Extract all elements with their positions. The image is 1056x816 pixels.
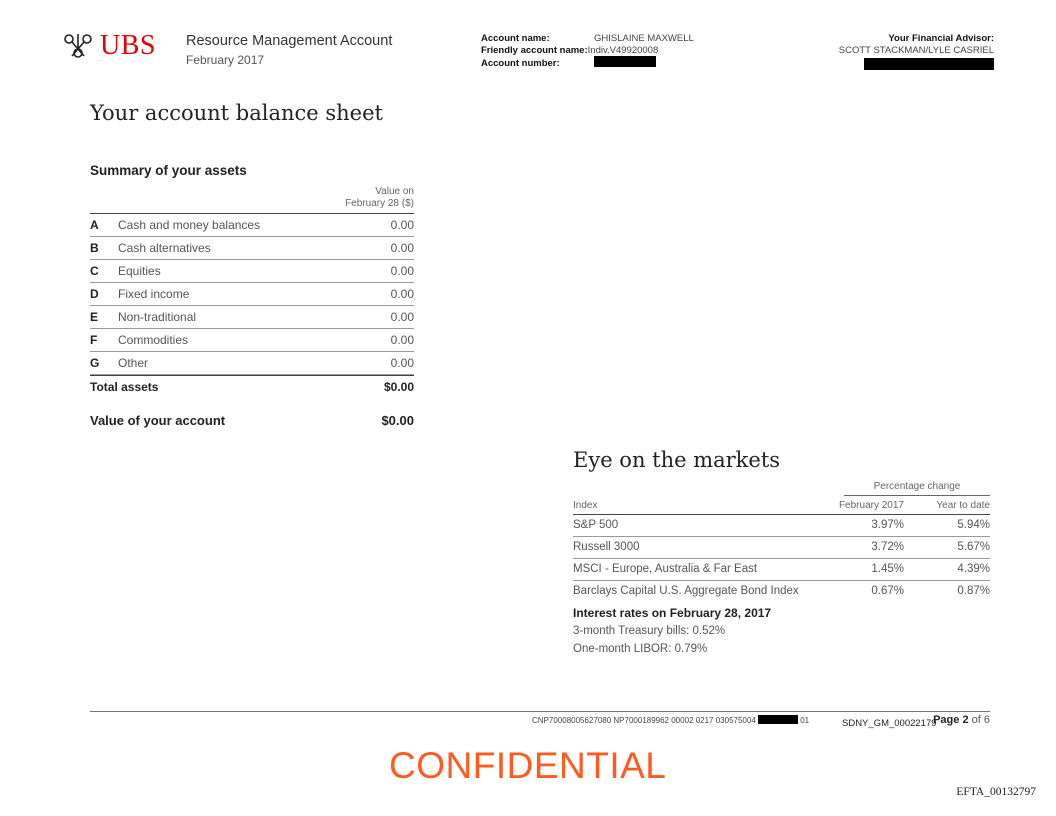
index-ytd: 5.94% xyxy=(957,519,990,531)
advisor-redaction xyxy=(864,58,994,70)
row-value: 0.00 xyxy=(390,287,414,301)
total-assets-label: Total assets xyxy=(90,380,159,394)
row-value: 0.00 xyxy=(390,310,414,324)
logo-text: UBS xyxy=(100,30,156,61)
confidential-stamp: CONFIDENTIAL xyxy=(389,745,667,786)
balance-sheet-title: Your account balance sheet xyxy=(90,101,383,125)
account-name: GHISLAINE MAXWELL xyxy=(594,33,694,44)
row-name: Non-traditional xyxy=(118,310,197,324)
page-number xyxy=(933,714,990,726)
row-letter: G xyxy=(90,356,100,370)
account-type: Resource Management Account xyxy=(186,33,393,49)
index-name: Russell 3000 xyxy=(573,541,640,553)
account-name-label: Account name: xyxy=(481,33,550,44)
page-total: of 6 xyxy=(971,714,990,726)
total-assets-row xyxy=(90,375,414,398)
col-year-to-date: Year to date xyxy=(936,500,990,511)
index-feb: 3.72% xyxy=(871,541,904,553)
table-row xyxy=(90,283,414,306)
row-value: 0.00 xyxy=(390,356,414,370)
account-value: $0.00 xyxy=(381,413,414,428)
row-letter: B xyxy=(90,241,99,255)
table-row xyxy=(573,581,990,602)
row-name: Fixed income xyxy=(118,287,190,301)
account-value-label: Value of your account xyxy=(90,413,226,428)
row-letter: E xyxy=(90,310,99,324)
table-row xyxy=(573,537,990,559)
row-value: 0.00 xyxy=(390,264,414,278)
ubs-keys-icon xyxy=(60,31,96,61)
page-label: Page xyxy=(933,714,960,726)
value-column-header xyxy=(90,186,414,214)
account-number-redaction xyxy=(594,56,656,67)
treasury-rate: 3-month Treasury bills: 0.52% xyxy=(573,625,726,637)
row-letter: A xyxy=(90,218,99,232)
markets-column-headers xyxy=(573,498,990,515)
statement-period: February 2017 xyxy=(186,53,265,67)
document-id: EFTA_00132797 xyxy=(956,786,1036,798)
row-name: Other xyxy=(118,356,149,370)
assets-table xyxy=(90,186,414,398)
index-ytd: 5.67% xyxy=(957,541,990,553)
ubs-logo xyxy=(60,31,156,61)
percentage-change-header: Percentage change xyxy=(844,481,990,496)
footer-divider xyxy=(90,711,990,712)
row-name: Cash alternatives xyxy=(118,241,211,255)
index-name: Barclays Capital U.S. Aggregate Bond Index xyxy=(573,585,799,597)
col-index: Index xyxy=(573,500,598,511)
footer-code xyxy=(532,715,809,725)
friendly-name: Indiv.V49920008 xyxy=(587,44,659,56)
index-ytd: 4.39% xyxy=(957,563,990,575)
markets-title: Eye on the markets xyxy=(573,448,781,472)
markets-table xyxy=(573,481,990,602)
row-value: 0.00 xyxy=(390,241,414,255)
footer-code-suffix: 01 xyxy=(800,716,810,725)
row-letter: D xyxy=(90,287,99,301)
financial-advisor xyxy=(839,33,994,74)
row-value: 0.00 xyxy=(390,333,414,347)
footer-redaction xyxy=(758,715,798,724)
index-ytd: 0.87% xyxy=(957,585,990,597)
index-feb: 3.97% xyxy=(871,519,904,531)
col-february: February 2017 xyxy=(838,500,904,511)
row-letter: C xyxy=(90,264,99,278)
advisor-names: SCOTT STACKMAN/LYLE CASRIEL xyxy=(838,44,994,56)
libor-rate: One-month LIBOR: 0.79% xyxy=(573,643,708,655)
footer-code-text: CNP70008005627080 NP7000189962 00002 0217 030575004 xyxy=(532,716,756,725)
account-number-label: Account number: xyxy=(481,58,560,69)
account-info xyxy=(481,33,694,70)
table-row xyxy=(573,515,990,537)
bates-number: SDNY_GM_00022179 xyxy=(842,718,937,729)
page-current: 2 xyxy=(962,714,969,726)
index-name: S&P 500 xyxy=(573,519,619,531)
table-row xyxy=(90,237,414,260)
table-row xyxy=(90,352,414,375)
row-name: Commodities xyxy=(118,333,189,347)
advisor-label: Your Financial Advisor: xyxy=(888,33,994,44)
value-header-line2: February 28 ($) xyxy=(345,198,414,209)
index-feb: 0.67% xyxy=(871,585,904,597)
value-header-line1: Value on xyxy=(375,186,414,197)
table-row xyxy=(573,559,990,581)
row-name: Cash and money balances xyxy=(118,218,261,232)
row-name: Equities xyxy=(118,264,161,278)
table-row xyxy=(90,260,414,283)
account-value-row xyxy=(90,413,414,428)
table-row xyxy=(90,214,414,237)
total-assets-value: $0.00 xyxy=(383,380,414,394)
row-letter: F xyxy=(90,333,98,347)
index-name: MSCI - Europe, Australia & Far East xyxy=(573,563,758,575)
table-row xyxy=(90,306,414,329)
friendly-name-label: Friendly account name: xyxy=(481,44,588,56)
row-value: 0.00 xyxy=(390,218,414,232)
summary-title: Summary of your assets xyxy=(90,163,247,178)
table-row xyxy=(90,329,414,352)
index-feb: 1.45% xyxy=(871,563,904,575)
interest-rates-title: Interest rates on February 28, 2017 xyxy=(573,606,772,620)
